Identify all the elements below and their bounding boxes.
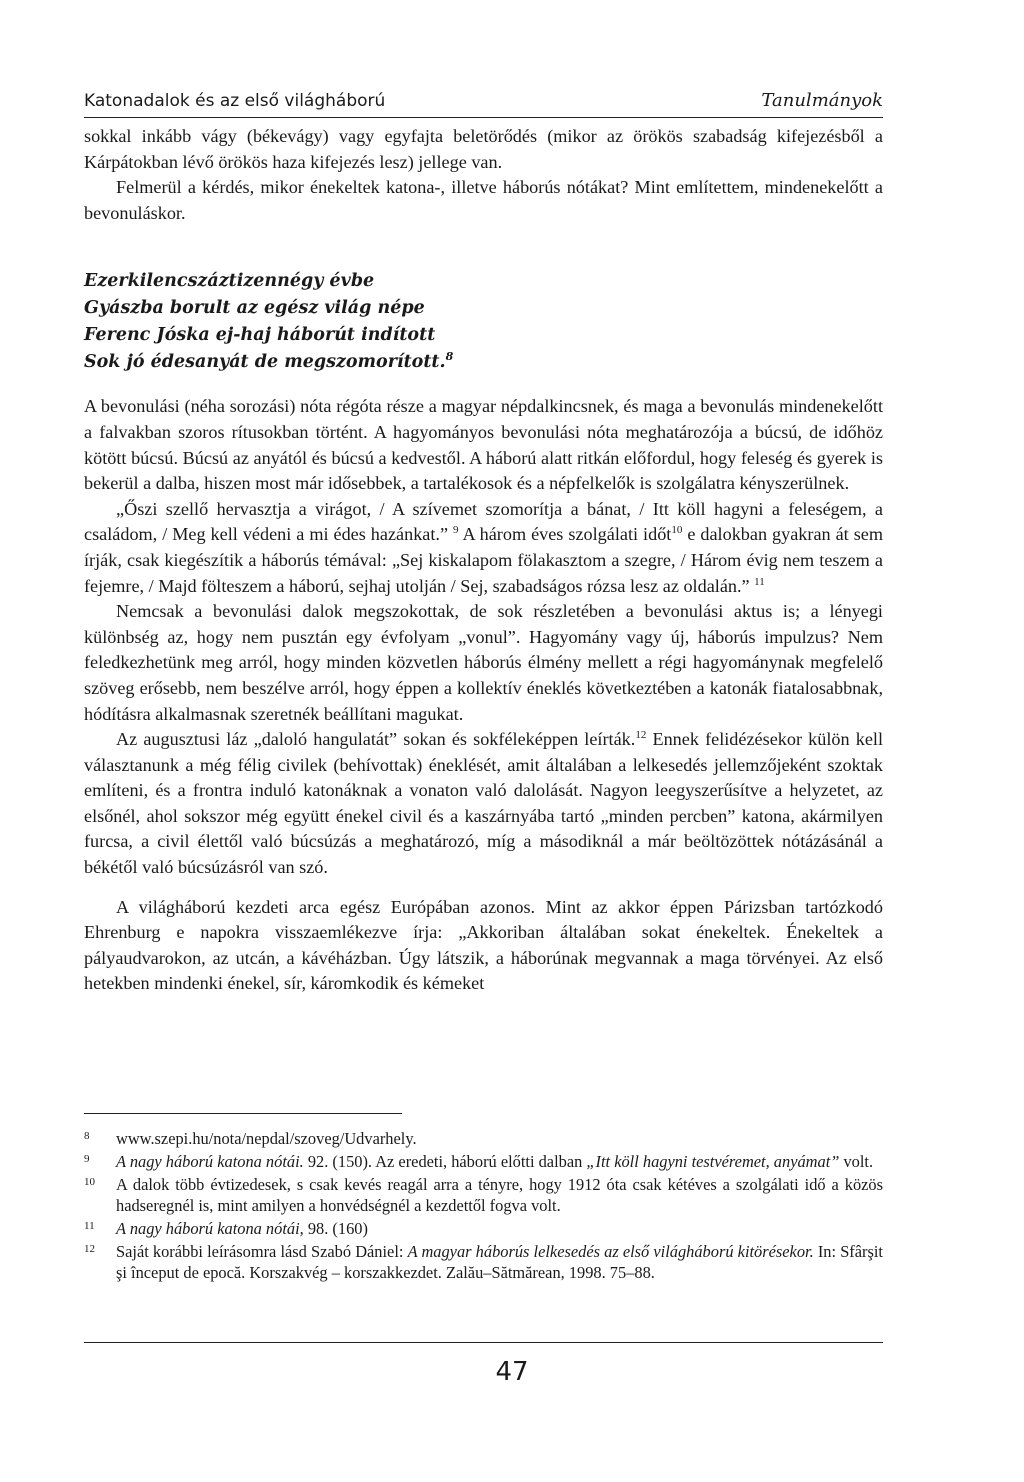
paragraph-4: Nemcsak a bevonulási dalok megszokottak, de sok részletében a bevonulási aktus is; a lényegi különbség az, hogy nem pusztán egy évfolyam „vonul”. Hagyomány vagy új, háborús impulzus? Nem feledkezhetünk meg arról, hogy minden közvetlen háborús élmény mellett a régi hagyománynak megfelelő szöveg erősebb, nem beszélve arról, hogy éppen a kollektív éneklés következtében a katonák fiatalosabbnak, hódításra alkalmasnak szeretnék beállítani magukat. (84, 601, 883, 724)
paragraph-3-quote: „Őszi szellő hervasztja a virágot, / A szívemet szomorítja a bánat, / Itt köll hagyni a feleségem, a családom, / Meg kell védeni a mi édes hazánkat.” (84, 498, 883, 545)
footnote-text-pre: Saját korábbi leírásomra lásd Szabó Dániel: (116, 1242, 404, 1261)
footnote-title: A nagy háború katona nótái, (116, 1219, 304, 1238)
footnote-text-end: 98. (160) (307, 1219, 368, 1238)
footnote-title: A magyar háborús lelkesedés az első világháború kitörésekor. (407, 1242, 814, 1261)
running-header-section: Tanulmányok (761, 90, 883, 111)
poem-quote (84, 268, 883, 376)
footnote-8 (84, 1128, 883, 1149)
footnote-ref-9[interactable]: 9 (453, 524, 459, 537)
footnote-quote: „Itt köll hagyni testvéremet, anyámat” (586, 1152, 840, 1171)
paragraph-5-text-2: Ennek felidézésekor külön kell választanunk a még félig civilek (behívottak) éneklését, amit általában a lelkesedés jellemzőjeként szoktak említeni, és a frontra induló katonáknak a vonaton való dalolását. Nagyon leegyszerűsítve a helyzetet, az elsőnél, ahol sokszor még együtt énekel civil és a kaszárnyába tartó „minden percben” katona, akármilyen furcsa, a civil élettől való búcsúzás a meghatározó, míg a másodiknál a már beöltözöttek nótázásánál a békétől való búcsúzásról van szó. (84, 729, 884, 878)
paragraph-1: Felmerül a kérdés, mikor énekeltek katona-, illetve háborús nótákat? Mint említettem, mindenekelőtt a bevonuláskor. (84, 177, 883, 223)
footnote-10 (84, 1174, 883, 1216)
footnote-9 (84, 1151, 883, 1172)
footnote-11 (84, 1218, 883, 1239)
poem-line-1: Ezerkilencszáztizennégy évbe (84, 271, 375, 292)
paragraph-3 (84, 497, 883, 599)
footnote-text (116, 1218, 883, 1239)
page-number: 47 (495, 1357, 529, 1387)
running-header (84, 90, 883, 111)
footnote-ref-12[interactable]: 12 (635, 729, 647, 742)
paragraph-0: sokkal inkább vágy (békevágy) vagy egyfajta beletörődés (mikor az örökös szabadság kifejezésből a Kárpátokban lévő örökös haza kifejezés lesz) jellege van. (84, 126, 883, 172)
footnote-text (116, 1241, 883, 1283)
footnotes (84, 1128, 883, 1285)
footnote-number: 10 (84, 1176, 95, 1188)
footnote-number: 11 (84, 1220, 95, 1232)
footnote-text: A dalok több évtizedesek, s csak kevés reagál arra a tényre, hogy 1912 óta csak kétéves a szolgálati idő a közös hadseregnél is, mint amilyen a honvédségnél a kezdettől fogva volt. (116, 1175, 883, 1215)
footnote-text-end: volt. (843, 1152, 874, 1171)
paragraph-6: A világháború kezdeti arca egész Európában azonos. Mint az akkor éppen Párizsban tartózkodó Ehrenburg e napokra visszaemlékezve írja: „Akkoriban általában sokat énekeltek. Énekeltek a pályaudvarokon, az utcán, a kávéházban. Úgy látszik, a háborúnak megvannak a maga törvényei. Az első hetekben mindenki énekel, sír, káromkodik és kémeket (84, 896, 883, 994)
footnote-text (116, 1151, 883, 1172)
poem-line-4-text: Sok jó édesanyát de megszomorított. (84, 352, 446, 373)
header-divider (84, 117, 883, 118)
footnote-12 (84, 1241, 883, 1283)
footnote-number: 12 (84, 1243, 95, 1255)
footnote-ref-11[interactable]: 11 (754, 575, 765, 588)
article-body (84, 124, 883, 997)
footnote-divider (84, 1113, 402, 1114)
poem-line-2: Gyászba borult az egész világ népe (84, 298, 425, 319)
footer-divider (84, 1342, 883, 1343)
footnote-number: 8 (84, 1130, 90, 1142)
poem-line-3: Ferenc Jóska ej-haj háborút indított (84, 325, 436, 346)
footnote-number: 9 (84, 1153, 90, 1165)
paragraph-5 (84, 727, 883, 881)
poem-line-4 (84, 349, 883, 376)
footnote-ref-10[interactable]: 10 (671, 524, 683, 537)
paragraph-3-text: A három éves szolgálati időt (462, 524, 672, 545)
footnote-text: www.szepi.hu/nota/nepdal/szoveg/Udvarhely. (116, 1129, 417, 1148)
footnote-ref-8[interactable]: 8 (445, 350, 454, 364)
running-header-title: Katonadalok és az első világháború (84, 91, 386, 111)
footnote-text-post: In: Sfârşit şi început de epocă. Korszakvég – korszakkezdet. Zalău–Sătmărean, 1998. 75–88. (116, 1242, 883, 1282)
footnote-title: A nagy háború katona nótái. (116, 1152, 304, 1171)
paragraph-2: A bevonulási (néha sorozási) nóta régóta része a magyar népdalkincsnek, és maga a bevonulás mindenekelőtt a falvakban szoros rítusokban történt. A hagyományos bevonulási nóta meghatározója a búcsú, de időhöz kötött búcsú. Búcsú az anyától és búcsú a kedvestől. A háború alatt ritkán előfordul, hogy feleség és gyerek is bekerül a dalba, hiszen most már idősebbek, a tartalékosok és a népfelkelők is szolgálatra kényszerülnek. (84, 396, 883, 494)
paragraph-3-text-2: e dalokban gyakran át sem írják, csak kiegészítik a háborús témával: „Sej kiskalapom fölakasztom a szegre, / Három évig nem teszem a fejemre, / Majd fölteszem a háború, sejhaj utolján / Sej, szabadságos rózsa lesz az oldalán.” (84, 524, 883, 596)
footnote-text-mid: 92. (150). Az eredeti, háború előtti dalban (307, 1152, 583, 1171)
paragraph-5-text: Az augusztusi láz „daloló hangulatát” sokan és sokféleképpen leírták. (116, 729, 636, 750)
